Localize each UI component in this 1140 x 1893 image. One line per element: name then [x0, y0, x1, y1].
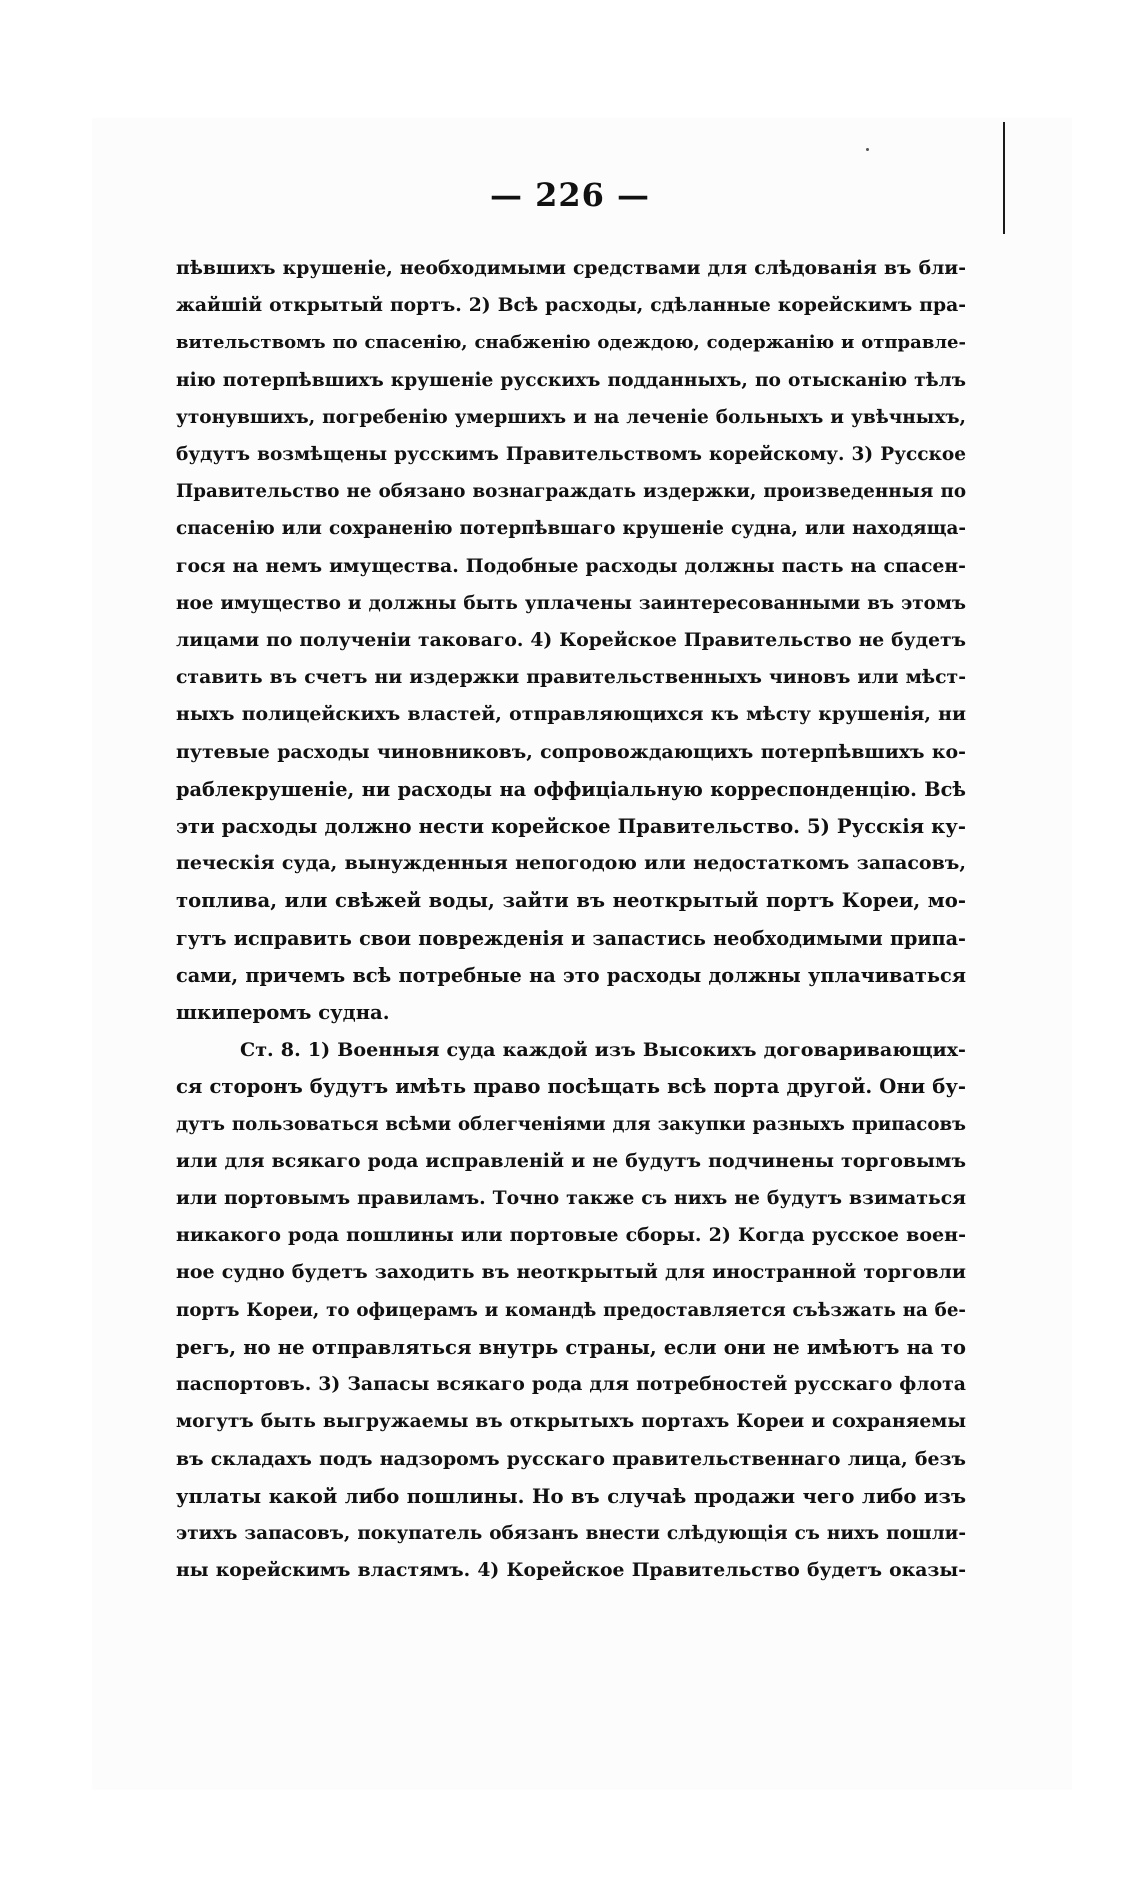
text-line: эти расходы должно нести корейское Правительство. 5) Русскія ку- — [176, 815, 966, 839]
text-line: паспортовъ. 3) Запасы всякаго рода для потребностей русскаго флота — [176, 1373, 966, 1396]
text-line: нію потерпѣвшихъ крушеніе русскихъ подданныхъ, по отысканію тѣлъ — [176, 369, 966, 391]
text-line: уплаты какой либо пошлины. Но въ случаѣ продажи чего либо изъ — [176, 1484, 966, 1508]
text-line: шкиперомъ судна. — [176, 1001, 390, 1025]
text-line: ное судно будетъ заходить въ неоткрытый для иностранной торговли — [176, 1261, 966, 1284]
text-line: портъ Кореи, то офицерамъ и командѣ предоставляется съѣзжать на бе- — [176, 1299, 966, 1321]
text-line: путевые расходы чиновниковъ, сопровождающихъ потерпѣвшихъ ко- — [176, 740, 966, 763]
text-line: ставить въ счетъ ни издержки правительственныхъ чиновъ или мѣст- — [176, 666, 966, 689]
text-line: регъ, но не отправляться внутрь страны, если они не имѣютъ на то — [176, 1335, 966, 1359]
text-line: будутъ возмѣщены русскимъ Правительствомъ корейскому. 3) Русское — [176, 444, 966, 466]
text-line: утонувшихъ, погребенію умершихъ и на леченіе больныхъ и увѣчныхъ, — [176, 406, 966, 428]
text-line: гося на немъ имущества. Подобные расходы должны пасть на спасен- — [176, 554, 966, 577]
text-line: топлива, или свѣжей воды, зайти въ неоткрытый портъ Кореи, мо- — [176, 889, 966, 913]
text-line: пѣвшихъ крушеніе, необходимыми средствами для слѣдованія въ бли- — [176, 257, 966, 279]
text-line: печескія суда, вынужденныя непогодою или недостаткомъ запасовъ, — [176, 852, 966, 875]
text-line: въ складахъ подъ надзоромъ русскаго правительственнаго лица, безъ — [176, 1447, 966, 1470]
text-line: никакого рода пошлины или портовые сборы. 2) Когда русское воен- — [176, 1224, 966, 1247]
text-line: Правительство не обязано вознаграждать издержки, произведенныя по — [176, 481, 966, 503]
scan-speck — [866, 148, 869, 151]
text-line: лицами по полученіи таковаго. 4) Корейское Правительство не будетъ — [176, 629, 966, 652]
text-line: этихъ запасовъ, покупатель обязанъ внести слѣдующія съ нихъ пошли- — [176, 1522, 966, 1544]
text-line: Ст. 8. 1) Военныя суда каждой изъ Высокихъ договаривающих- — [240, 1038, 966, 1062]
text-line: дутъ пользоваться всѣми облегченіями для закупки разныхъ припасовъ — [176, 1113, 966, 1135]
text-line: раблекрушеніе, ни расходы на оффиціальную корреспонденцію. Всѣ — [176, 777, 966, 801]
paragraph-1 — [176, 250, 966, 1031]
text-line: ное имущество и должны быть уплачены заинтересованными въ этомъ — [176, 592, 966, 614]
text-line: могутъ быть выгружаемы въ открытыхъ портахъ Кореи и сохраняемы — [176, 1411, 966, 1433]
paragraph-2-article-8 — [176, 1031, 966, 1589]
text-line: ны корейскимъ властямъ. 4) Корейское Правительство будетъ оказы- — [176, 1559, 966, 1582]
text-line: ся сторонъ будутъ имѣть право посѣщать всѣ порта другой. Они бу- — [176, 1075, 966, 1099]
text-line: или портовымъ правиламъ. Точно также съ нихъ не будутъ взиматься — [176, 1187, 966, 1210]
text-line: ныхъ полицейскихъ властей, отправляющихся къ мѣсту крушенія, ни — [176, 703, 966, 726]
text-line: жайшій открытый портъ. 2) Всѣ расходы, сдѣланные корейскимъ пра- — [176, 294, 966, 317]
text-line: гутъ исправить свои поврежденія и запастись необходимыми припа- — [176, 926, 966, 950]
text-line: вительствомъ по спасенію, снабженію одеждою, содержанію и отправле- — [176, 332, 966, 354]
text-line: спасенію или сохраненію потерпѣвшаго крушеніе судна, или находяща- — [176, 518, 966, 540]
text-line: или для всякаго рода исправленій и не будутъ подчинены торговымъ — [176, 1149, 966, 1172]
body-text — [176, 250, 966, 1589]
page-number: — 226 — — [489, 176, 651, 214]
text-line: сами, причемъ всѣ потребные на это расходы должны уплачиваться — [176, 963, 966, 987]
